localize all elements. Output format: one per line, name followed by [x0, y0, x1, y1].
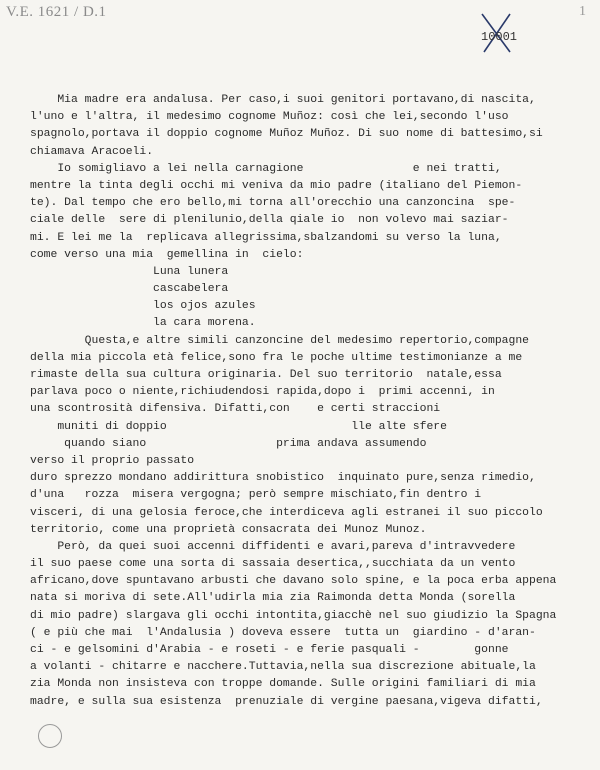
text-line: d'una rozza misera vergogna; però sempre mischiato,fin dentro i	[30, 489, 482, 502]
text-line: ciale delle sere di plenilunio,della qiale io non volevo mai saziar-	[30, 214, 509, 227]
text-line: chiamava Aracoeli.	[30, 145, 154, 158]
text-line: rimaste della sua cultura originaria. Del suo territorio natale,essa	[30, 369, 502, 381]
text-line: verso il proprio passato	[30, 454, 195, 467]
text-line: mi. E lei me la replicava allegrissima,sbalzandomi su verso la luna,	[30, 231, 502, 244]
text-line: spagnolo,portava il doppio cognome Muñoz Muñoz. Di suo nome di battesimo,si	[30, 128, 543, 141]
text-line: della mia piccola età felice,sono fra le poche ultime testimonianze a me	[30, 351, 523, 364]
text-line: di mio padre) slargava gli occhi intontita,giacchè nel suo giudizio la Spagna	[30, 609, 557, 622]
text-line: visceri, di una gelosia feroce,che interdiceva agli estranei il suo piccolo	[30, 506, 543, 519]
typescript-body	[30, 92, 578, 711]
text-line: territorio, come una proprietà consacrata dei Munoz Munoz.	[30, 523, 427, 536]
text-line: come verso una mia gemellina in cielo:	[30, 248, 304, 261]
text-line: cascabelera	[30, 283, 229, 296]
text-line: parlava poco o niente,richiudendosi rapida,dopo i primi accenni, in	[30, 386, 495, 399]
corner-mark: 1	[579, 4, 586, 19]
text-line: l'uno e l'altra, il medesimo cognome Muñoz: così che lei,secondo l'uso	[30, 111, 509, 124]
text-line: madre, e sulla sua esistenza prenuziale di vergine paesana,vigeva difatti,	[30, 695, 543, 708]
text-line: Luna lunera	[30, 265, 229, 278]
text-line: muniti di doppio lle alte sfere	[30, 420, 447, 433]
text-line: Però, da quei suoi accenni diffidenti e avari,pareva d'intravvedere	[30, 540, 516, 553]
text-line: ( e più che mai l'Andalusia ) doveva essere tutta un giardino - d'aran-	[30, 626, 536, 639]
text-line: zia Monda non insisteva con troppe domande. Sulle origini familiari di mia	[30, 678, 536, 691]
text-line: Io somigliavo a lei nella carnagione e nei tratti,	[30, 162, 502, 175]
text-line: te). Dal tempo che ero bello,mi torna all'orecchio una canzoncina spe-	[30, 197, 516, 210]
text-line: africano,dove spuntavano arbusti che davano solo spine, e la poca erba appena	[30, 575, 557, 588]
page-number: 10001	[481, 30, 518, 44]
text-line: la cara morena.	[30, 317, 256, 330]
text-line: quando siano prima andava assumendo	[30, 437, 427, 450]
text-line: ci - e gelsomini d'Arabia - e roseti - e ferie pasquali - gonne	[30, 644, 509, 656]
text-line: nata si moriva di sete.All'udirla mia zia Raimonda detta Monda (sorella	[30, 592, 516, 605]
text-line: una scontrosità difensiva. Difatti,con e certi straccioni	[30, 403, 441, 416]
text-line: Mia madre era andalusa. Per caso,i suoi genitori portavano,di nascita,	[30, 94, 536, 106]
text-line: mentre la tinta degli occhi mi veniva da mio padre (italiano del Piemon-	[30, 179, 523, 192]
text-line: los ojos azules	[30, 300, 256, 313]
text-line: duro sprezzo mondano addirittura snobistico inquinato pure,senza rimedio,	[30, 472, 536, 485]
archive-reference: V.E. 1621 / D.1	[6, 4, 107, 20]
library-stamp-icon	[38, 724, 62, 748]
text-line: Questa,e altre simili canzoncine del medesimo repertorio,compagne	[30, 334, 529, 347]
text-line: il suo paese come una sorta di sassaia desertica,,succhiata da un vento	[30, 558, 516, 571]
text-line: a volanti - chitarre e nacchere.Tuttavia,nella sua discrezione abituale,la	[30, 661, 536, 674]
